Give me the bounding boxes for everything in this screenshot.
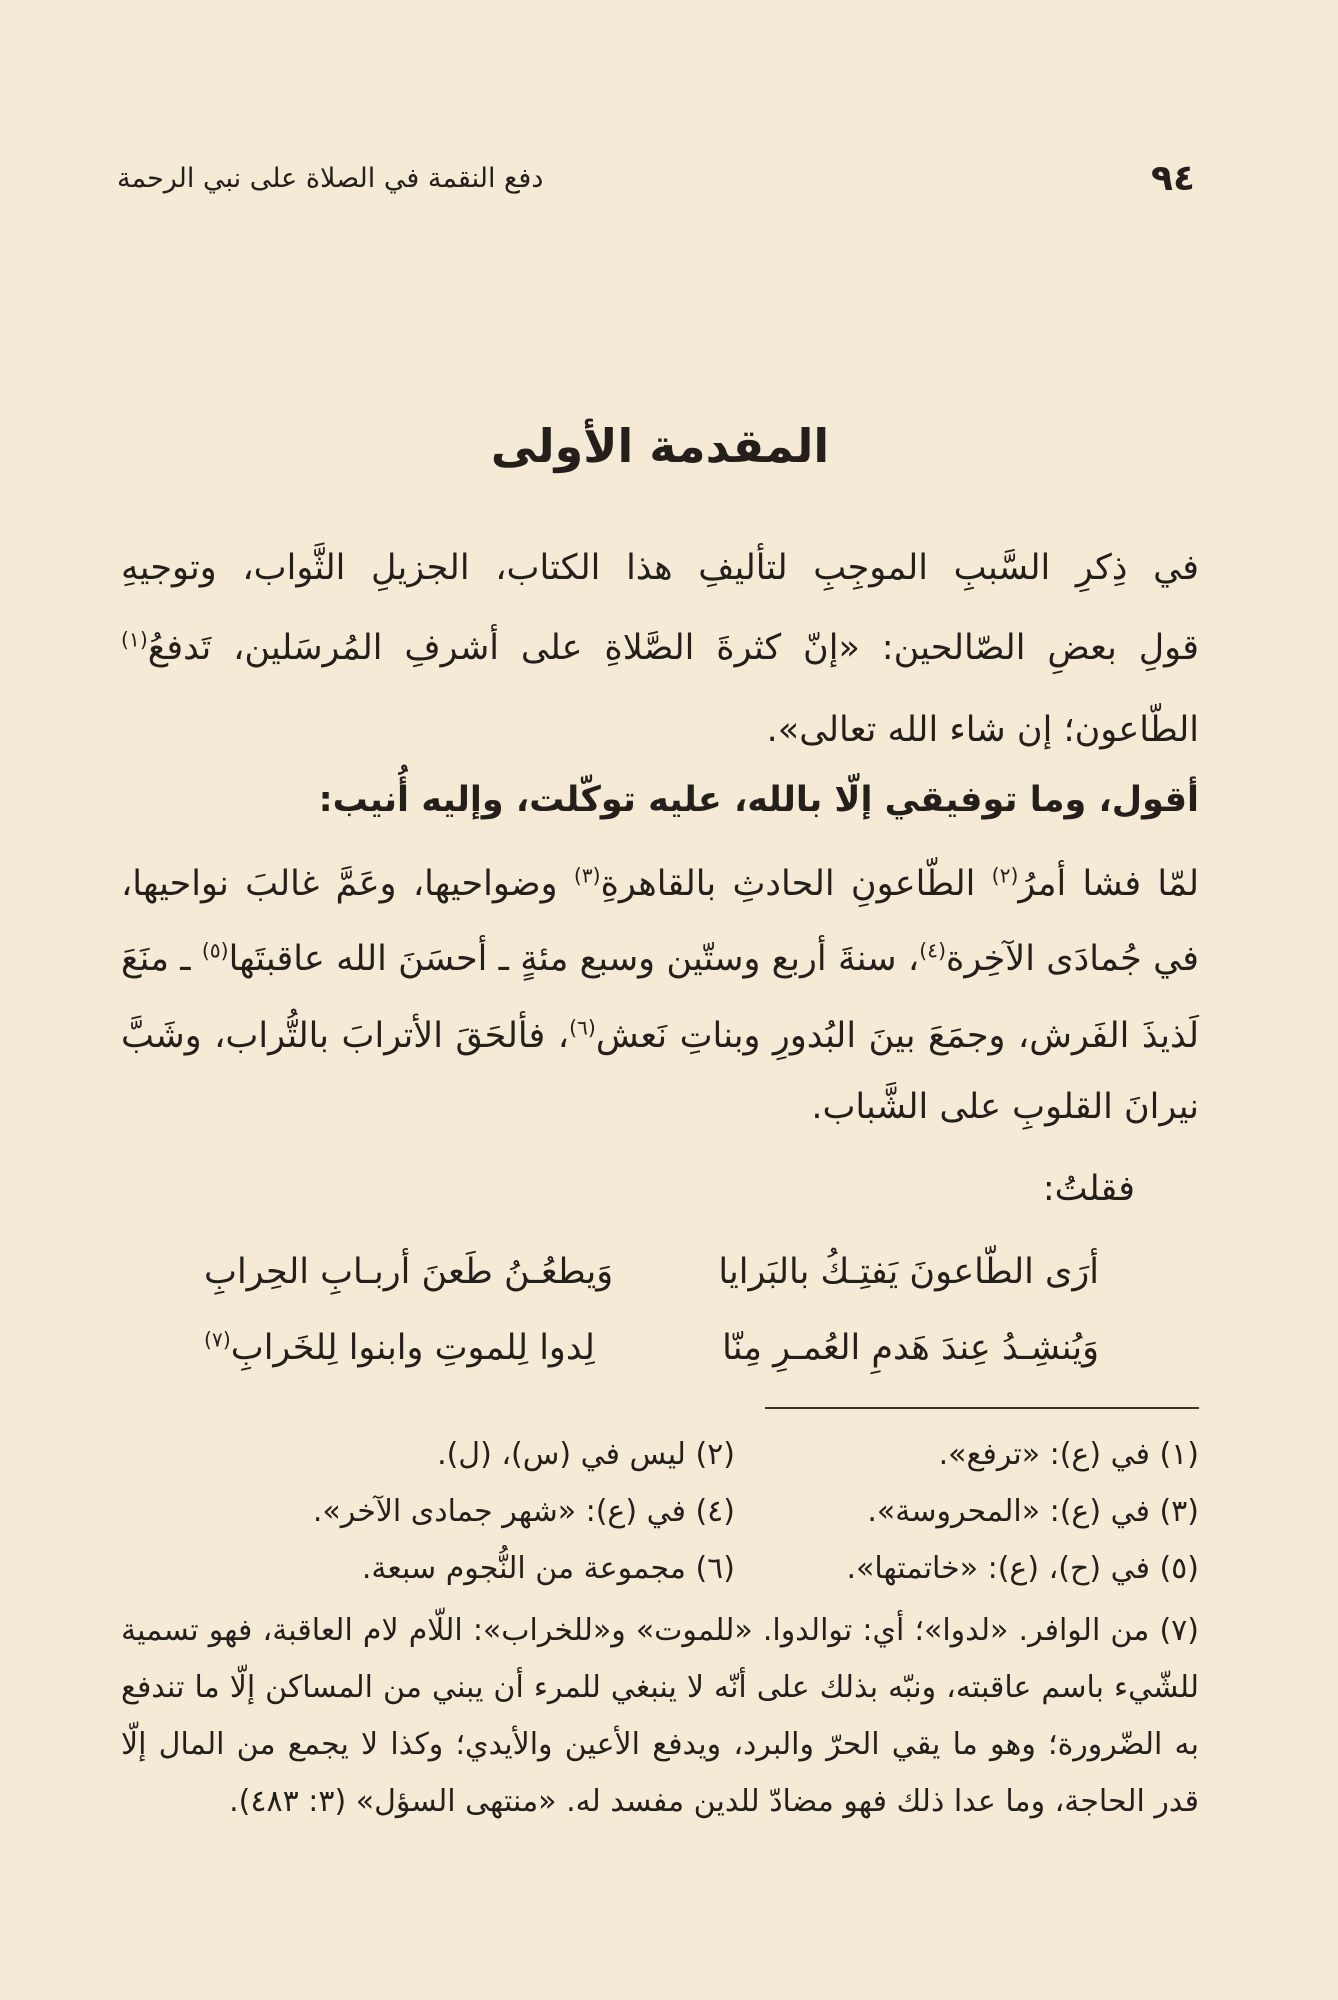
second-hemistich <box>204 1318 644 1378</box>
intro-line <box>121 538 1199 598</box>
hemistich-text: وَيطعُـنُ طَعنَ أربـابِ الحِرابِ <box>204 1252 614 1292</box>
first-hemistich: وَيُنشِـدُ عِندَ هَدمِ العُمـرِ مِنّا <box>722 1328 1099 1368</box>
text-segment: الطّاعونِ الحادثِ بالقاهرةِ <box>600 864 992 904</box>
intro-line <box>121 700 1199 760</box>
text-segment: ـ منَعَ <box>121 939 202 979</box>
verse-line <box>121 1318 1199 1378</box>
footnote: (٦) مجموعة من النُّجوم سبعة. <box>361 1551 735 1586</box>
text-segment: نيرانَ القلوبِ على الشَّباب. <box>811 1087 1199 1127</box>
text-segment: ، سنةَ أربع وستّين وسبع مئةٍ ـ أحسَنَ الله عاقبتَها <box>228 939 920 979</box>
footnote-marker: (٥) <box>201 938 229 963</box>
narrative-line <box>121 1077 1199 1137</box>
footnote: (٣) في (ع): «المحروسة». <box>867 1494 1199 1529</box>
footnote: (٤) في (ع): «شهر جمادى الآخر». <box>312 1494 735 1529</box>
text-segment: وضواحيها، وعَمَّ غالبَ نواحيها، <box>121 864 574 904</box>
footnote: (٥) في (ح)، (ع): «خاتمتها». <box>846 1551 1199 1586</box>
narrative-line <box>121 854 1199 914</box>
narrative-line <box>121 929 1199 989</box>
text-segment: في ذِكرِ السَّببِ الموجِبِ لتأليفِ هذا الكتاب، الجزيلِ الثَّواب، وتوجيهِ <box>121 548 1199 588</box>
verse-intro: فقلتُ: <box>1042 1169 1135 1209</box>
section-heading: المقدمة الأولى <box>490 419 830 473</box>
hemistich-text: لِدوا لِلموتِ وابنوا لِلخَرابِ <box>230 1328 595 1368</box>
footnote-marker: (٧) <box>204 1327 231 1352</box>
text-segment: لمّا فشا أمرُ <box>1018 864 1199 904</box>
narrative-line <box>121 1006 1199 1066</box>
footnote-marker: (٦) <box>569 1015 596 1040</box>
footnote-marker: (٤) <box>919 938 946 963</box>
second-hemistich <box>204 1242 644 1302</box>
footnote-line: به الضّرورة؛ وهو ما يقي الحرّ والبرد، ويدفع الأعين والأيدي؛ وكذا لا يجمع من المال إلّا <box>121 1727 1199 1762</box>
text-segment: ، فألحَقَ الأترابَ بالتُّراب، وشَبَّ <box>121 1016 570 1056</box>
footnote: (٢) ليس في (س)، (ل). <box>437 1437 735 1472</box>
footnote-marker: (١) <box>121 627 148 652</box>
footnote-separator <box>765 1407 1199 1409</box>
footnote-marker: (٢) <box>991 863 1019 888</box>
footnote-line: (٧) من الوافر. «لدوا»؛ أي: توالدوا. «للموت» و«للخراب»: اللّام لام العاقبة، فهو تسمية <box>121 1613 1199 1648</box>
page-number: ٩٤ <box>1151 158 1195 199</box>
text-segment: الطّاعون؛ إن شاء الله تعالى». <box>766 710 1199 750</box>
running-title: دفع النقمة في الصلاة على نبي الرحمة <box>117 163 544 194</box>
statement-line: أقول، وما توفيقي إلّا بالله، عليه توكّلت، وإليه أُنيب: <box>318 780 1199 820</box>
footnotes-grid <box>121 1426 1199 1597</box>
first-hemistich: أرَى الطّاعونَ يَفتِـكُ بالبَرايا <box>718 1252 1099 1292</box>
intro-line <box>121 618 1199 678</box>
footnote-line: للشّيء باسم عاقبته، ونبّه بذلك على أنّه لا ينبغي للمرء أن يبني من المساكن إلّا ما تندفع <box>121 1670 1199 1705</box>
footnote: (١) في (ع): «ترفع». <box>938 1437 1199 1472</box>
text-segment: قولِ بعضِ الصّالحين: «إنّ كثرةَ الصَّلاةِ على أشرفِ المُرسَلين، تَدفعُ <box>147 628 1199 668</box>
footnote-line: قدر الحاجة، وما عدا ذلك فهو مضادّ للدين مفسد له. «منتهى السؤل» (٣: ٤٨٣). <box>229 1784 1199 1819</box>
text-segment: في جُمادَى الآخِرة <box>945 939 1199 979</box>
footnote-marker: (٣) <box>573 863 601 888</box>
text-segment: لَذيذَ الفَرش، وجمَعَ بينَ البُدورِ وبناتِ نَعش <box>595 1016 1199 1056</box>
verse-line <box>121 1242 1199 1302</box>
